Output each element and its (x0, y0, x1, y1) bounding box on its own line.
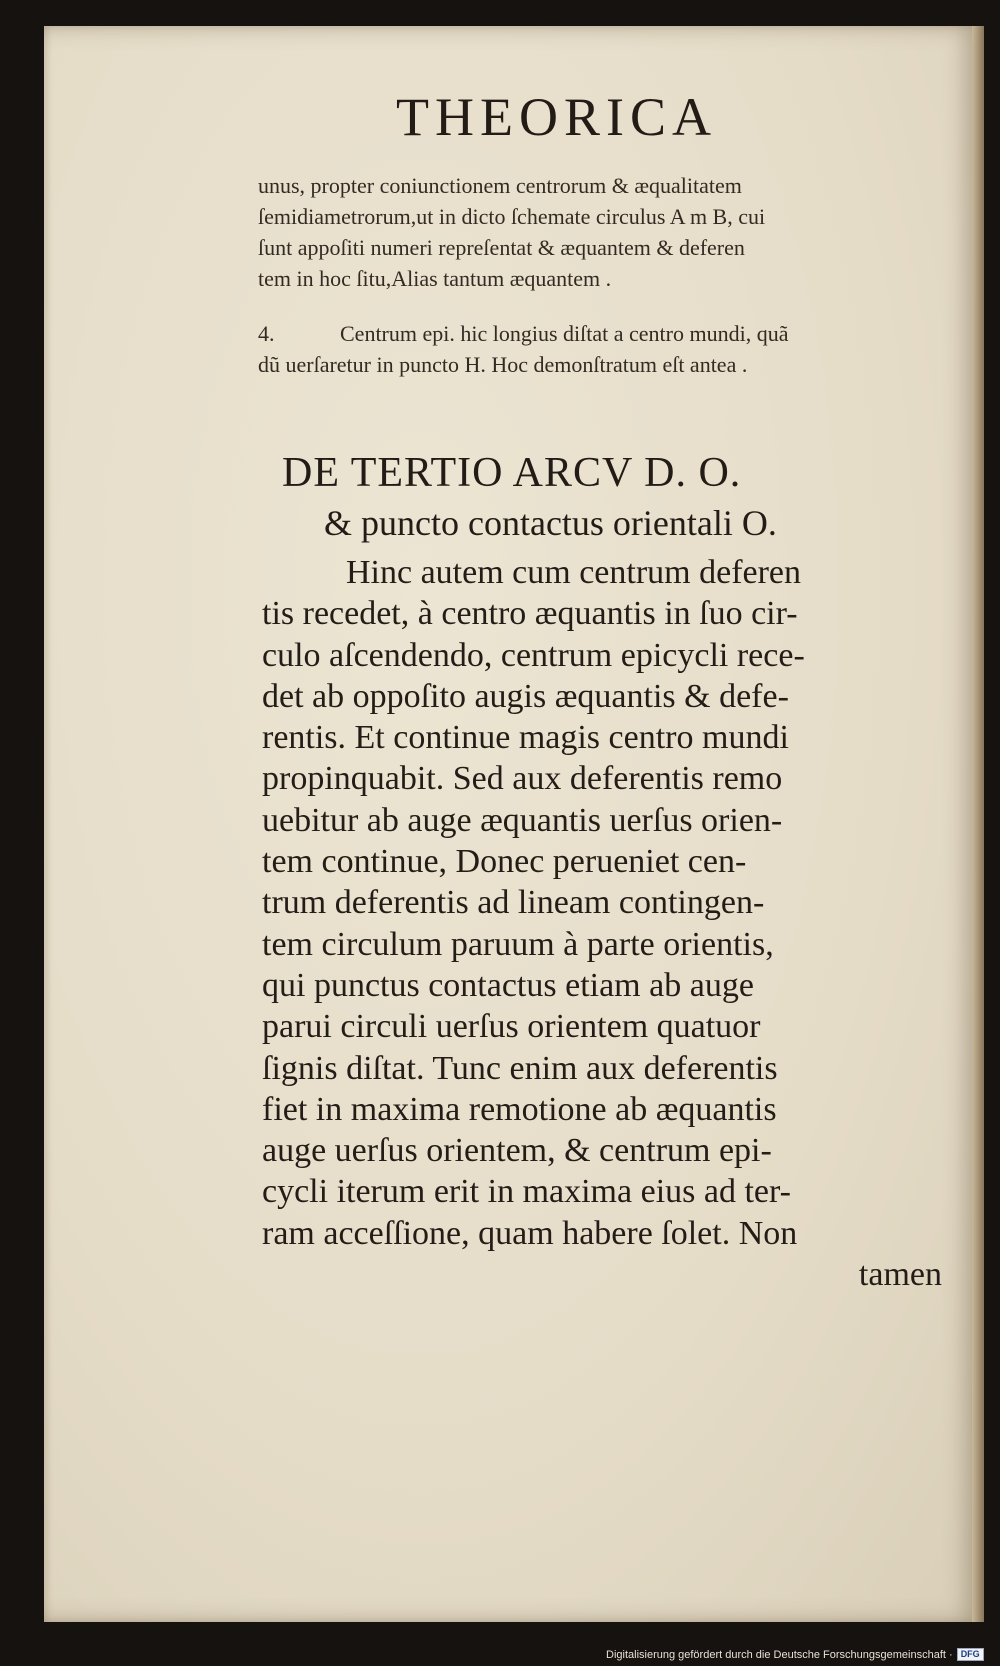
page-edge (972, 26, 984, 1622)
note-number: 4. (258, 321, 275, 346)
marginal-note (258, 170, 958, 294)
note-line: ſunt appoſiti numeri repreſentat & æquantem & deferen (258, 235, 745, 260)
body-line: qui punctus contactus etiam ab auge (262, 966, 754, 1004)
credit-text: Digitalisierung gefördert durch die Deutsche Forschungsgemeinschaft · (606, 1648, 953, 1661)
body-line: ſignis diſtat. Tunc enim aux deferentis (262, 1049, 778, 1087)
heading-line-2: & puncto contactus orientali O. (324, 503, 777, 543)
body-line: fiet in maxima remotione ab æquantis (262, 1090, 777, 1128)
body-line: ram acceſſione, quam habere ſolet. Non (262, 1214, 798, 1252)
body-text (262, 552, 962, 1295)
body-line: culo aſcendendo, centrum epicycli rece- (262, 636, 805, 674)
dfg-logo: DFG (957, 1648, 984, 1661)
body-line: parui circuli uerſus orientem quatuor (262, 1008, 761, 1046)
body-line: cycli iterum erit in maxima eius ad ter- (262, 1173, 791, 1211)
body-line: auge uerſus orientem, & centrum epi- (262, 1132, 772, 1170)
body-line: uebitur ab auge æquantis uerſus orien- (262, 801, 783, 839)
body-line: det ab oppoſito augis æquantis & defe- (262, 677, 789, 715)
body-line: trum deferentis ad lineam contingen- (262, 884, 765, 922)
body-line: rentis. Et continue magis centro mundi (262, 719, 789, 757)
body-line: tem circulum paruum à parte orientis, (262, 925, 774, 963)
note2-line-1 (258, 318, 958, 349)
note-line: tem in hoc ſitu,Alias tantum æquantem . (258, 266, 612, 291)
note2-line-2: dũ uerſaretur in puncto H. Hoc demonſtratum eſt antea . (258, 352, 748, 377)
body-line: tem continue, Donec perueniet cen- (262, 843, 747, 881)
note-line: unus, propter coniunctionem centrorum & æqualitatem (258, 173, 742, 198)
digitization-credit (606, 1648, 984, 1661)
body-line: propinquabit. Sed aux deferentis remo (262, 760, 783, 798)
note2-text-1: Centrum epi. hic longius diſtat a centro mundi, quã (340, 321, 789, 346)
catchword: tamen (858, 1256, 942, 1294)
body-line: tis recedet, à centro æquantis in ſuo cir- (262, 595, 798, 633)
numbered-note (258, 318, 958, 380)
note-line: ſemidiametrorum,ut in dicto ſchemate circulus A m B, cui (258, 204, 766, 229)
section-heading (282, 448, 777, 548)
book-page (44, 26, 984, 1622)
body-line: Hinc autem cum centrum deferen (346, 554, 802, 591)
running-head: THEORICA (396, 87, 717, 147)
heading-line-1: DE TERTIO ARCV D. O. (282, 450, 742, 496)
